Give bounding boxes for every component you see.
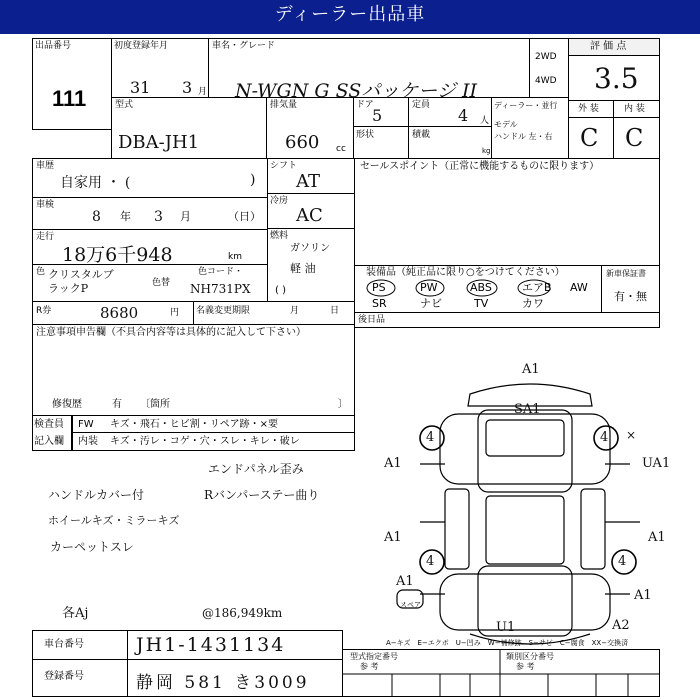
dealer-model-label: モデル — [494, 120, 518, 129]
color-code-label: 色コード・ — [198, 267, 244, 277]
mark-front-left-wheel: 4 — [426, 430, 435, 445]
mark-rear-bumper: A2 — [612, 618, 630, 633]
class-num-label: 類別区分番号 — [506, 652, 554, 661]
note-each-aj: 各Aj — [62, 606, 89, 621]
inspection-year-unit: 年 — [120, 210, 131, 223]
equip-sr: SR — [372, 297, 387, 310]
shift-value: AT — [296, 171, 321, 192]
lot-label: 出品番号 — [35, 41, 72, 51]
checker-fw: FW — [78, 419, 94, 430]
recycle-label: R券 — [36, 306, 52, 316]
capacity-unit: 人 — [480, 116, 490, 126]
mark-rear-left-wheel: 4 — [426, 554, 435, 569]
mark-right-door: UA1 — [642, 456, 671, 471]
aircon-value: AC — [296, 205, 323, 226]
note-carpet: カーペットスレ — [50, 540, 134, 554]
recycle-unit: 円 — [170, 308, 180, 318]
inspection-month: 3 — [154, 209, 163, 225]
note-odometer: @186,949km — [202, 606, 283, 620]
mark-roof: A1 — [522, 362, 540, 377]
mark-front-left-fender: A1 — [384, 456, 402, 471]
type-cert-sub: 参 考 — [360, 662, 379, 671]
recorder-label: 記入欄 — [34, 436, 64, 447]
recycle-value: 8680 — [100, 304, 139, 322]
mark-left-rear: A1 — [396, 574, 414, 589]
notes-label: 注意事項申告欄（不具合内容等は具体的に記入して下さい） — [36, 327, 306, 338]
inspection-year: 8 — [92, 209, 101, 225]
type-value: DBA-JH1 — [118, 132, 200, 153]
repair-label: 修復歴 — [52, 399, 82, 410]
sales-point-label: セールスポイント（正常に機能するものに限ります） — [360, 161, 600, 172]
color-code: NH731PX — [190, 282, 251, 296]
fuel-gasoline: ガソリン — [290, 243, 330, 254]
handle-label: ハンドル 左・右 — [494, 132, 553, 141]
dealer-label: ディーラー・並行 — [494, 101, 558, 110]
note-bumper-stay: Rバンパーステー曲り — [204, 488, 320, 502]
capacity-label: 定員 — [412, 100, 431, 110]
int-grade-label: 内 装 — [624, 104, 645, 114]
capacity-value: 4 — [458, 106, 469, 125]
aircon-label: 冷房 — [270, 196, 289, 206]
equip-aw: AW — [570, 281, 588, 294]
plate-value: 静岡 581 き3009 — [136, 673, 310, 693]
mark-front-right-wheel: 4 — [600, 430, 609, 445]
fuel-label: 燃料 — [270, 231, 289, 241]
plate-label: 登録番号 — [44, 671, 84, 682]
fuel-paren: ( ) — [275, 285, 286, 296]
ext-grade: C — [580, 124, 599, 152]
recorder-int: 内装 — [78, 436, 98, 447]
class-num-sub: 参 考 — [516, 662, 535, 671]
lot-number: 111 — [52, 86, 87, 111]
inspection-label: 車検 — [36, 200, 55, 210]
chassis-label: 車台番号 — [44, 639, 84, 650]
first-reg-year: 31 — [130, 78, 151, 97]
equip-airbag: エアB — [522, 281, 552, 294]
color-value: クリスタルブラックP — [48, 268, 114, 295]
type-cert-label: 型式指定番号 — [350, 652, 398, 661]
header-title: ディーラー出品車 — [274, 4, 426, 25]
first-reg-month-unit: 月 — [198, 87, 208, 97]
warranty-value: 有・無 — [614, 290, 647, 303]
color-label: 色 — [36, 267, 46, 277]
auction-sheet — [0, 34, 700, 700]
owner-label: 名義変更期限 — [196, 306, 251, 316]
history-close: ) — [250, 172, 256, 188]
equip-leather: カワ — [522, 297, 544, 310]
mark-front-right-cross: × — [626, 428, 637, 442]
ext-grade-label: 外 装 — [578, 104, 599, 114]
mark-hood: SA1 — [514, 402, 541, 417]
model-value: N-WGN G SSパッケージ II — [235, 80, 477, 102]
recorder-items: キズ・汚レ・コゲ・穴・スレ・キレ・破レ — [110, 436, 300, 447]
first-reg-month: 3 — [182, 78, 193, 97]
equip-tv: TV — [474, 297, 489, 310]
displacement-label: 排気量 — [270, 100, 298, 110]
int-grade: C — [625, 124, 644, 152]
page-header — [0, 0, 700, 34]
checker-label: 検査員 — [34, 419, 64, 430]
repair-close: 〕 — [338, 399, 348, 410]
doors-value: 5 — [372, 106, 383, 125]
drive-4wd: 4WD — [535, 76, 557, 86]
equip-ps: PS — [372, 281, 386, 294]
mileage-value: 18万6千948 — [62, 244, 173, 266]
owner-month: 月 — [290, 306, 300, 316]
mark-trunk: U1 — [496, 620, 516, 635]
score-value: 3.5 — [594, 62, 639, 95]
inspection-month-unit: 月 — [180, 210, 191, 223]
shift-label: シフト — [270, 161, 298, 171]
model-label: 車名・グレード — [212, 41, 276, 51]
note-wheel-mirror: ホイールキズ・ミラーキズ — [48, 514, 180, 527]
displacement-value: 660 — [285, 132, 320, 153]
type-label: 型式 — [115, 100, 134, 110]
later-label: 後日品 — [358, 315, 386, 325]
history-value: 自家用 ・ ( — [60, 175, 131, 191]
equipment-label: 装備品（純正品に限り○をつけてください） — [366, 267, 565, 278]
repair-value: 有 — [112, 399, 122, 410]
owner-day: 日 — [330, 306, 340, 316]
chassis-value: JH1-1431134 — [136, 634, 286, 656]
equip-abs: ABS — [470, 281, 492, 294]
mark-left-door: A1 — [384, 530, 402, 545]
note-handle-cover: ハンドルカバー付 — [48, 488, 145, 502]
load-label: 積載 — [412, 130, 431, 140]
color-change-label: 色替 — [152, 278, 171, 288]
mark-rear-right-corner: A1 — [634, 588, 652, 603]
shape-label: 形状 — [356, 130, 375, 140]
equip-pw: PW — [420, 281, 438, 294]
fuel-diesel: 軽 油 — [290, 262, 316, 275]
damage-legend: A−キズ E−エクボ U−凹み W−補修跡 S−サビ C−腐食 XX−交換済 — [386, 639, 629, 647]
repair-place: 〔箇所 — [140, 399, 170, 410]
displacement-unit: cc — [336, 144, 346, 154]
load-unit: kg — [482, 147, 491, 155]
doors-label: ドア — [356, 100, 374, 110]
equip-navi: ナビ — [420, 297, 442, 310]
drive-2wd: 2WD — [535, 52, 557, 62]
history-label: 車歴 — [36, 161, 55, 171]
inspection-day-unit: （日） — [228, 210, 261, 223]
mark-rear-right-wheel: 4 — [618, 554, 627, 569]
warranty-label: 新車保証書 — [606, 269, 646, 278]
mileage-label: 走行 — [36, 232, 55, 242]
mark-right-rear: A1 — [648, 530, 666, 545]
mileage-unit: km — [228, 252, 242, 262]
checker-items: キズ・飛石・ヒビ割・リペア跡・×要 — [110, 419, 278, 430]
reference-grid — [0, 34, 700, 700]
first-reg-label: 初度登録年月 — [114, 41, 169, 51]
score-label: 評 価 点 — [590, 41, 627, 52]
note-end-panel: エンドパネル歪み — [208, 462, 304, 476]
spare-label: スペア — [400, 601, 421, 609]
